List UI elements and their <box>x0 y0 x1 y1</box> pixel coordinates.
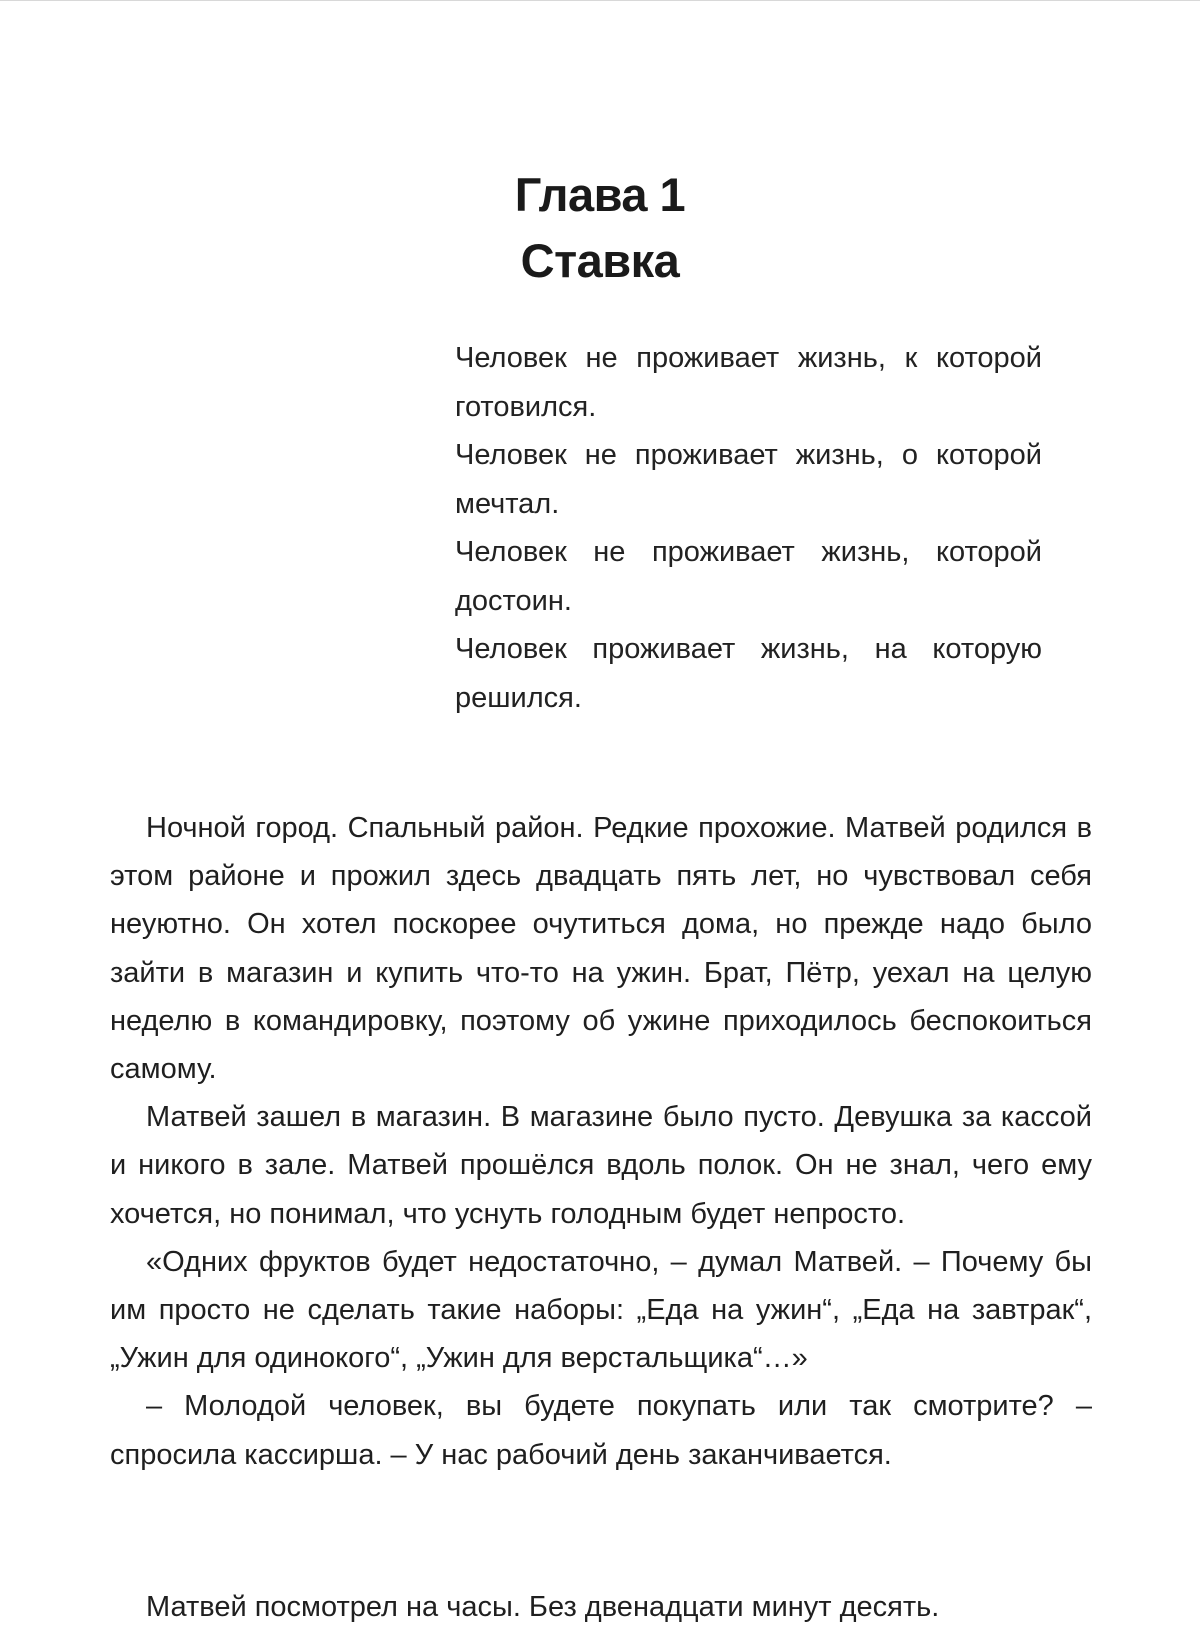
epigraph-line: Человек не проживает жизнь, о которой мечтал. <box>455 439 1042 520</box>
body-paragraph-partial: Матвей посмотрел на часы. Без двенадцати минут десять. <box>146 1591 940 1623</box>
cut-off-line <box>110 1583 1092 1631</box>
body-paragraph: Матвей зашел в магазин. В магазине было пусто. Девушка за кассой и никого в зале. Матвей прошёлся вдоль полок. Он не знал, чего ему хочется, но понимал, что уснуть голодным будет непросто. <box>110 1101 1092 1230</box>
chapter-heading <box>0 162 1200 294</box>
chapter-title: Ставка <box>520 234 680 287</box>
epigraph-line: Человек проживает жизнь, на которую решился. <box>455 633 1042 714</box>
body-paragraph: «Одних фруктов будет недостаточно, – думал Матвей. – Почему бы им просто не сделать такие наборы: „Еда на ужин“, „Еда на завтрак“, „Ужин для одинокого“, „Ужин для верстальщика“…» <box>110 1245 1092 1375</box>
epigraph-line: Человек не проживает жизнь, к которой готовился. <box>455 342 1042 423</box>
body-paragraph: – Молодой человек, вы будете покупать или так смотрите? – спросила кассирша. – У нас рабочий день заканчивается. <box>110 1390 1092 1471</box>
chapter-number: Глава 1 <box>514 168 686 221</box>
epigraph <box>455 334 1042 722</box>
chapter-body <box>110 804 1092 1479</box>
body-paragraph: Ночной город. Спальный район. Редкие прохожие. Матвей родился в этом районе и прожил здесь двадцать пять лет, но чувствовал себя неуютно. Он хотел поскорее очутиться дома, но прежде надо было зайти в магазин и купить что-то на ужин. Брат, Пётр, уехал на целую неделю в командировку, поэтому об ужине приходилось беспокоиться самому. <box>110 812 1092 1086</box>
epigraph-line: Человек не проживает жизнь, которой достоин. <box>455 536 1042 617</box>
